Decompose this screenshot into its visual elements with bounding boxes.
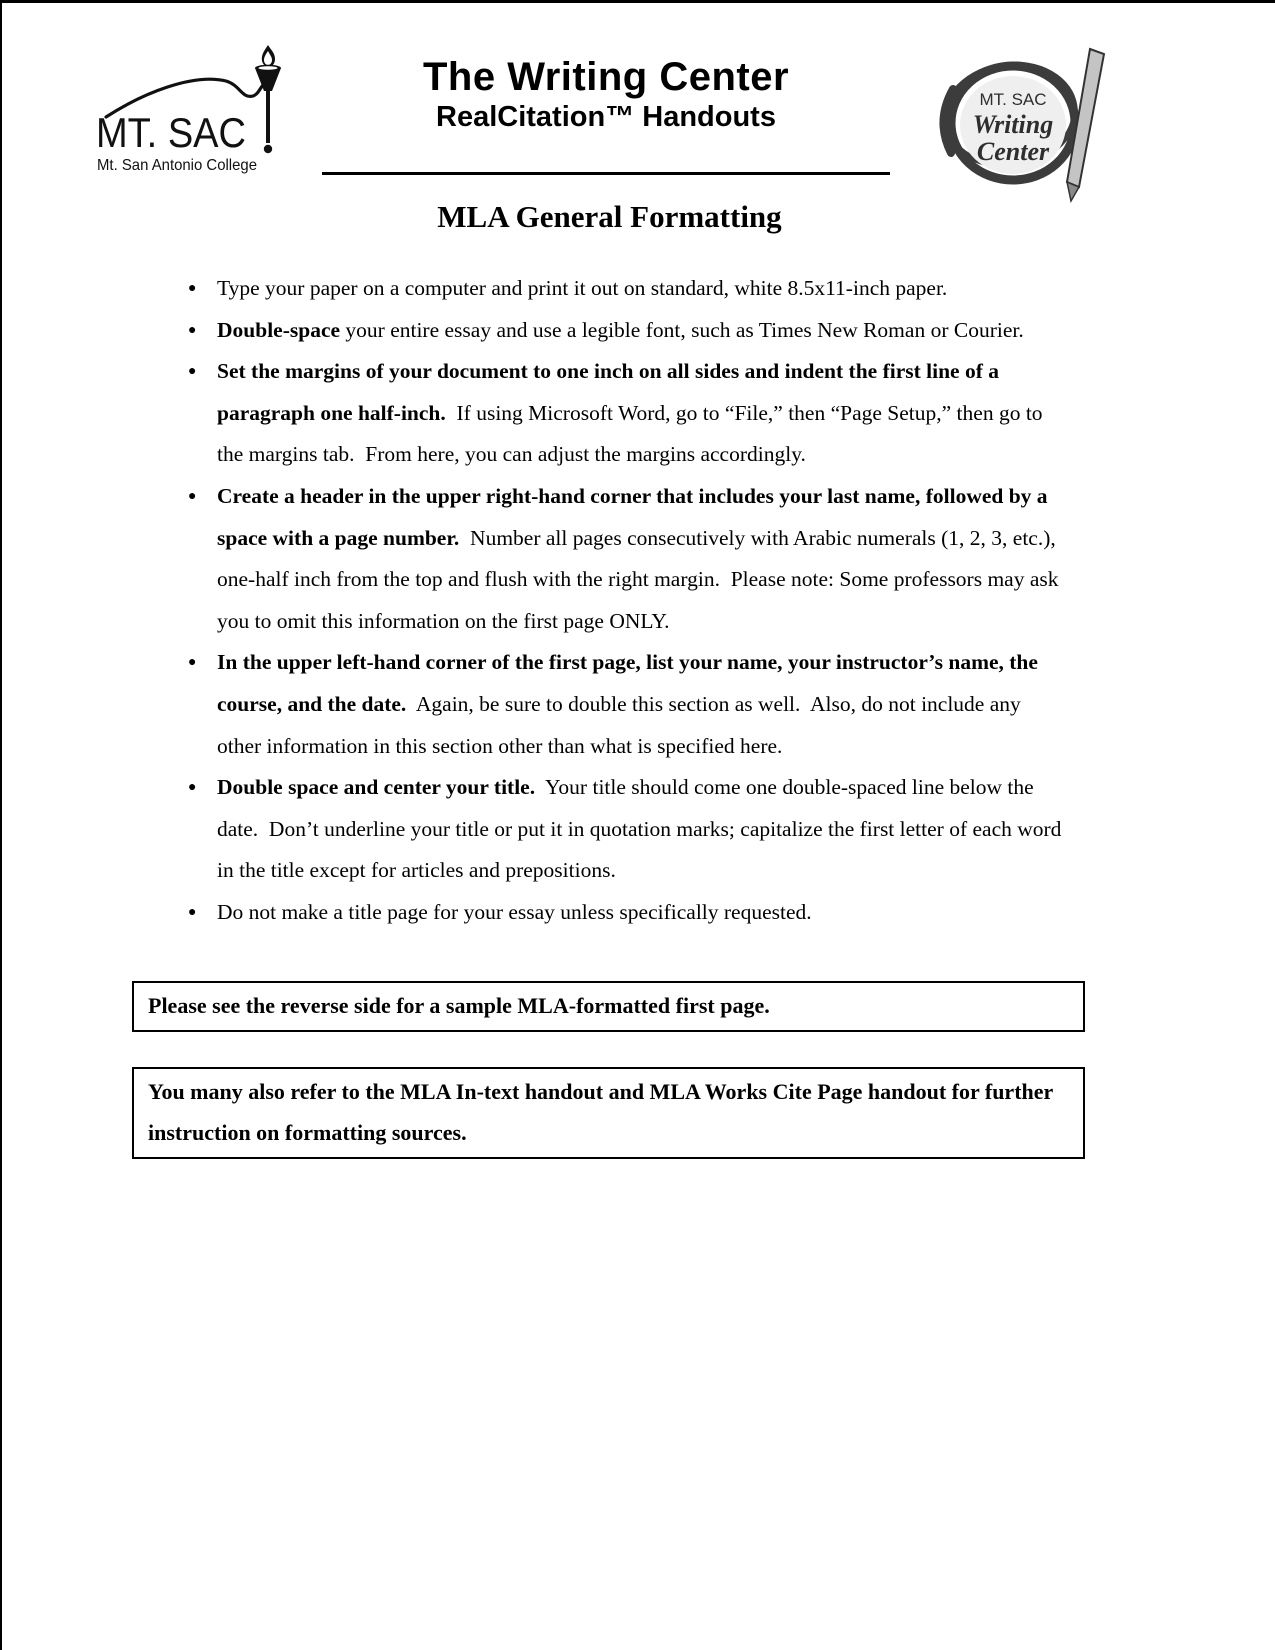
bullet-lead: Double-space (217, 317, 341, 342)
bullet-lead: Create a header in the upper right-hand corner that includes your last name, followed by a space with a page number. (217, 483, 1053, 550)
bullet-body: Your title should come one double-spaced line below the date. Don’t underline your title or put it in quotation marks; capitalize the first letter of each word in the title except for articles and prepositions. (217, 775, 1067, 883)
bullet-list (187, 268, 1065, 934)
svg-text:Writing: Writing (972, 110, 1054, 139)
note-box-other-handouts (132, 1067, 1085, 1159)
bullet-item (187, 892, 1065, 934)
bullet-body: Do not make a title page for your essay unless specifically requested. (217, 899, 812, 924)
bullet-lead: Double space and center your title. (217, 775, 536, 800)
page-title: MLA General Formatting (437, 199, 782, 234)
svg-text:Mt. San Antonio College: Mt. San Antonio College (97, 157, 258, 174)
bullet-item (187, 351, 1065, 476)
note-box-reverse-side (132, 981, 1085, 1032)
note-text: You many also refer to the MLA In-text handout and MLA Works Cite Page handout for further instruction on formatting sources. (148, 1078, 1053, 1145)
header-subtitle: RealCitation™ Handouts (436, 100, 776, 133)
mtsac-college-logo-icon (88, 37, 288, 177)
bullet-item (187, 476, 1065, 642)
bullet-item (187, 268, 1065, 310)
bullet-item (187, 767, 1065, 892)
writing-center-badge-icon (927, 41, 1107, 203)
svg-text:MT. SAC: MT. SAC (979, 90, 1047, 109)
bullet-item (187, 642, 1065, 767)
bullet-body: Number all pages consecutively with Arabic numerals (1, 2, 3, etc.), one-half inch from the top and flush with the right margin. Please note: Some professors may ask you to omit this information on the first page ONLY. (217, 525, 1064, 633)
bullet-body: Again, be sure to double this section as well. Also, do not include any other information in this section other than what is specified here. (217, 691, 1027, 758)
bullet-body: your entire essay and use a legible font, such as Times New Roman or Courier. (340, 317, 1024, 342)
bullet-body: Type your paper on a computer and print it out on standard, white 8.5x11-inch paper. (217, 276, 948, 300)
bullet-body: If using Microsoft Word, go to “File,” then “Page Setup,” then go to the margins tab. From here, you can adjust the margins accordingly. (217, 400, 1048, 467)
svg-text:MT. SAC: MT. SAC (96, 109, 246, 156)
bullet-item (187, 310, 1065, 352)
bullet-lead: In the upper left-hand corner of the first page, list your name, your instructor’s name, the course, and the date. (217, 650, 1044, 716)
header (2, 3, 1275, 175)
bullet-lead: Set the margins of your document to one inch on all sides and indent the first line of a paragraph one half-inch. (217, 359, 1005, 425)
svg-text:Center: Center (976, 137, 1050, 166)
header-divider (322, 172, 890, 175)
note-text: Please see the reverse side for a sample MLA-formatted first page. (148, 992, 770, 1018)
header-titles (320, 55, 892, 135)
header-title: The Writing Center (422, 55, 790, 99)
